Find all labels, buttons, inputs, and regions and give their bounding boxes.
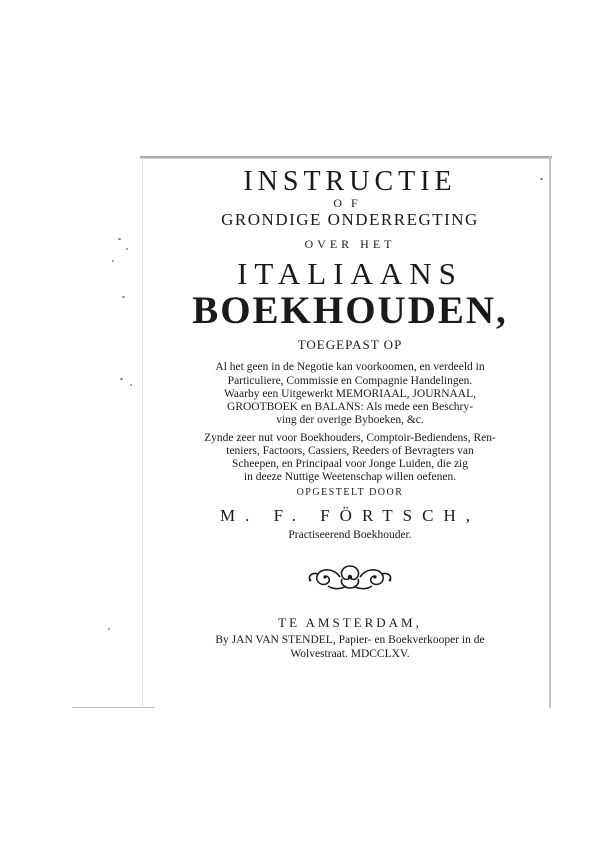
title-grondige: GRONDIGE ONDERREGTING bbox=[221, 210, 479, 229]
author-role: Practiseerend Boekhouder. bbox=[288, 529, 412, 541]
scan-speck bbox=[130, 384, 132, 386]
title-toegepast: TOEGEPAST OP bbox=[297, 337, 403, 352]
body-line: Al het geen in de Negotie kan voorkoomen, en verdeeld in bbox=[215, 361, 485, 373]
usage-line: in deeze Nuttige Weetenschap willen oefenen. bbox=[243, 471, 457, 483]
title-page bbox=[150, 160, 550, 700]
author-name: M. F. FÖRTSCH, bbox=[220, 506, 480, 525]
title-italiaans: ITALIAANS bbox=[237, 256, 463, 291]
title-boekhouden: BOEKHOUDEN, bbox=[192, 289, 508, 332]
usage-line: Zynde zeer nut voor Boekhouders, Comptoir-Bediendens, Ren- bbox=[204, 432, 496, 444]
imprint-address-year: Wolvestraat. MDCCLXV. bbox=[290, 648, 410, 660]
title-over-het: OVER HET bbox=[304, 237, 396, 251]
page-top-edge bbox=[140, 156, 552, 159]
scan-speck bbox=[118, 238, 121, 240]
body-line: ving der overige Byboeken, &c. bbox=[276, 414, 424, 426]
title-of: OF bbox=[333, 196, 367, 210]
body-line: Particuliere, Commissie en Compagnie Handelingen. bbox=[227, 375, 473, 387]
usage-line: teniers, Factoors, Cassiers, Reeders of Bevragters van bbox=[226, 445, 474, 457]
floral-scroll-ornament-icon bbox=[304, 562, 396, 592]
scan-speck bbox=[112, 260, 114, 262]
scan-speck bbox=[108, 628, 110, 630]
scan-speck bbox=[120, 378, 123, 380]
imprint-publisher: By JAN VAN STENDEL, Papier- en Boekverkooper in de bbox=[215, 634, 485, 646]
scan-speck bbox=[122, 296, 125, 298]
imprint-place: TE AMSTERDAM, bbox=[278, 615, 422, 630]
body-line: Waarby een Uitgewerkt MEMORIAAL, JOURNAAL, bbox=[223, 388, 477, 400]
opgestelt-door: OPGESTELT DOOR bbox=[296, 487, 404, 498]
body-line: GROOTBOEK en BALANS: Als mede een Beschry- bbox=[227, 401, 473, 413]
usage-line: Scheepen, en Principaal voor Jonge Luiden, die zig bbox=[232, 458, 468, 470]
scan-speck bbox=[126, 248, 128, 250]
scan-mark-bottom-left bbox=[72, 707, 154, 708]
title-instructie: INSTRUCTIE bbox=[243, 166, 457, 197]
page-left-edge bbox=[142, 158, 143, 706]
